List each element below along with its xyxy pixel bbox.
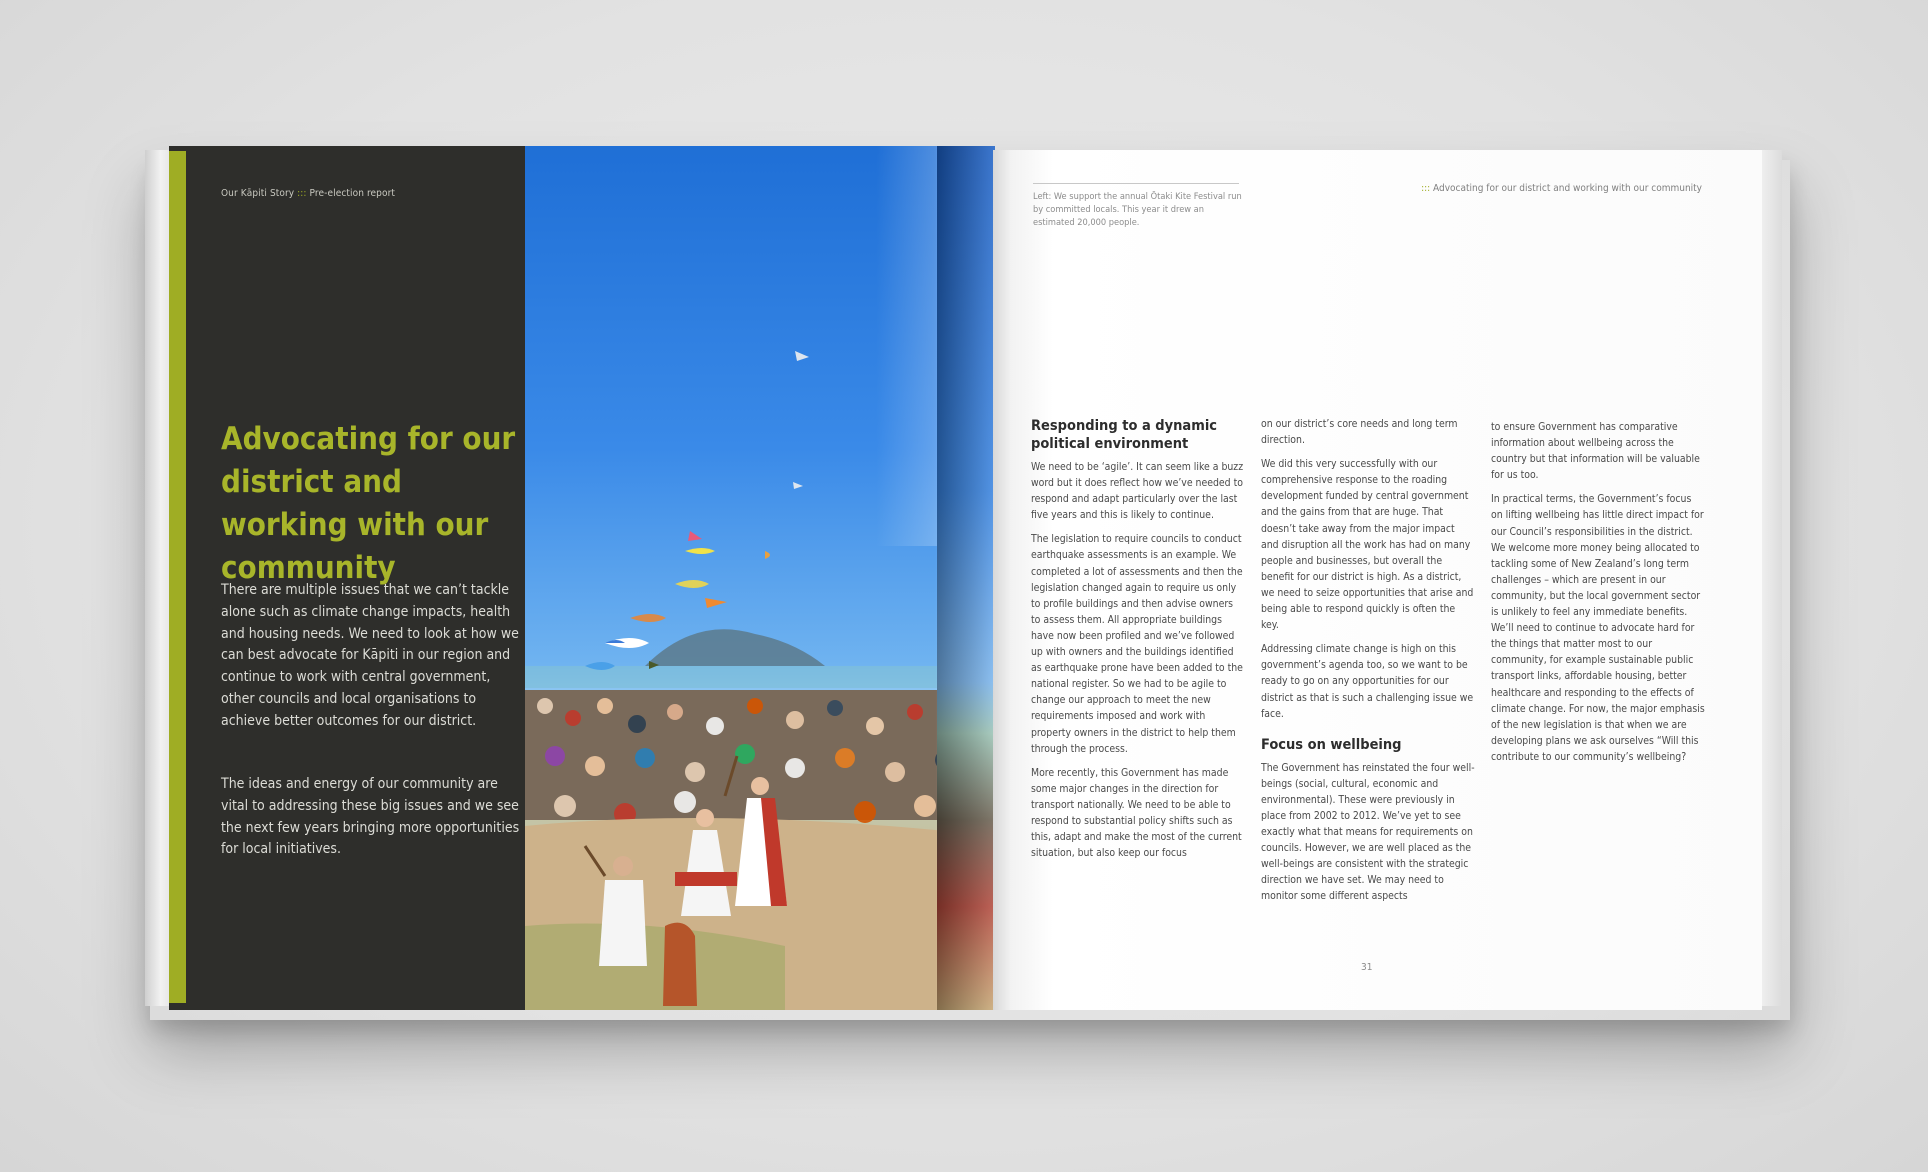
paragraph: In practical terms, the Government’s focus on lifting wellbeing has little direct impact for our Council’s responsibilities in the district. We welcome more money being allocated to tackling some of New Zealand’s long term challenges – which are present in our community, but the local government sector is unlikely to feel any immediate benefits. We’ll need to continue to advocate hard for the things that matter most to our community, for example sustainable public transport links, affordable housing, better healthcare and responding to the effects of climate change. For now, the major emphasis of the new legislation is that when we are developing plans we ask ourselves “Will this contribute to our community’s wellbeing?: [1491, 493, 1705, 763]
separator-glyph: :::: [297, 188, 307, 199]
book-title: Our Kāpiti Story: [221, 188, 295, 199]
paragraph: Addressing climate change is high on this government’s agenda too, so we want to be ready to go on any opportunities for our district as that is such a challenging issue we face.: [1261, 643, 1474, 720]
text-column-3: [1491, 419, 1705, 773]
page-title: Advocating for our district and working with our community: [221, 421, 516, 586]
intro-paragraph-2: The ideas and energy of our community are vital to addressing these big issues and we see the next few years bringing more opportunities for local initiatives.: [221, 776, 520, 858]
paragraph: The Government has reinstated the four well-beings (social, cultural, economic and environmental). These were previously in place from 2002 to 2012. We’ve yet to see exactly what that means for requirements on councils. However, we are well placed as the well-beings are consistent with the strategic direction we have set. We may need to monitor some different aspects: [1261, 761, 1475, 903]
paragraph: More recently, this Government has made some major changes in the direction for transport nationally. We need to be able to respond to substantial policy shifts such as this, adapt and make the most of the current situation, but also keep our focus: [1031, 766, 1242, 860]
section-title: Advocating for our district and working with our community: [1433, 183, 1702, 194]
section-name: Pre-election report: [309, 188, 396, 199]
paragraph: to ensure Government has comparative information about wellbeing across the country but that information will be valuable for us too.: [1491, 421, 1700, 482]
text-column-2: [1261, 416, 1475, 913]
book-edge-left: [145, 150, 171, 1006]
accent-bar: [169, 151, 186, 1003]
paragraph: We did this very successfully with our comprehensive response to the roading development funded by central government and the gains from that are huge. That doesn’t take away from the major impact and disruption all the work has had on many people and businesses, but overall the benefit for our district is high. As a district, we need to seize opportunities that arise and being able to respond quickly is often the key.: [1261, 458, 1474, 632]
running-head-right: [1421, 183, 1702, 194]
paragraph: The legislation to require councils to conduct earthquake assessments is an example. We completed a lot of assessments and then the legislation changed again to require us only to profile buildings and then advise owners to assess them. All appropriate buildings have now been profiled and we’ve followed up with owners and the buildings identified as earthquake prone have been added to the national register. So we had to be agile to change our approach to meet the new requirements imposed and work with property owners in the district to help them through the process.: [1031, 533, 1243, 755]
separator-glyph: :::: [1421, 183, 1431, 194]
caption-rule: [1033, 183, 1239, 184]
paragraph: We need to be ‘agile’. It can seem like a buzz word but it does reflect how we’ve needed to respond and adapt particularly over the last five years and this is likely to continue.: [1031, 461, 1244, 522]
heading-dynamic-environment: Responding to a dynamic political environment: [1031, 418, 1218, 452]
photo-caption: Left: We support the annual Ōtaki Kite Festival run by committed locals. This year it drew an estimated 20,000 people.: [1033, 191, 1242, 229]
left-page: [169, 146, 525, 1010]
paragraph: on our district’s core needs and long term direction.: [1261, 418, 1458, 447]
right-page: [993, 150, 1762, 1010]
running-head-left: [221, 188, 395, 199]
text-column-1: [1031, 417, 1245, 869]
intro-paragraph-1: There are multiple issues that we can’t tackle alone such as climate change impacts, health and housing needs. We need to look at how we can best advocate for Kāpiti in our region and continue to work with central government, other councils and local organisations to achieve better outcomes for our district.: [221, 582, 519, 729]
page-number: 31: [1361, 962, 1373, 973]
kite-festival-photo: [525, 146, 993, 1010]
kite-festival-scene: [525, 146, 993, 1010]
gutter-shadow: [937, 146, 995, 1010]
heading-wellbeing: Focus on wellbeing: [1261, 736, 1402, 753]
photo-spillover: [937, 146, 995, 1010]
